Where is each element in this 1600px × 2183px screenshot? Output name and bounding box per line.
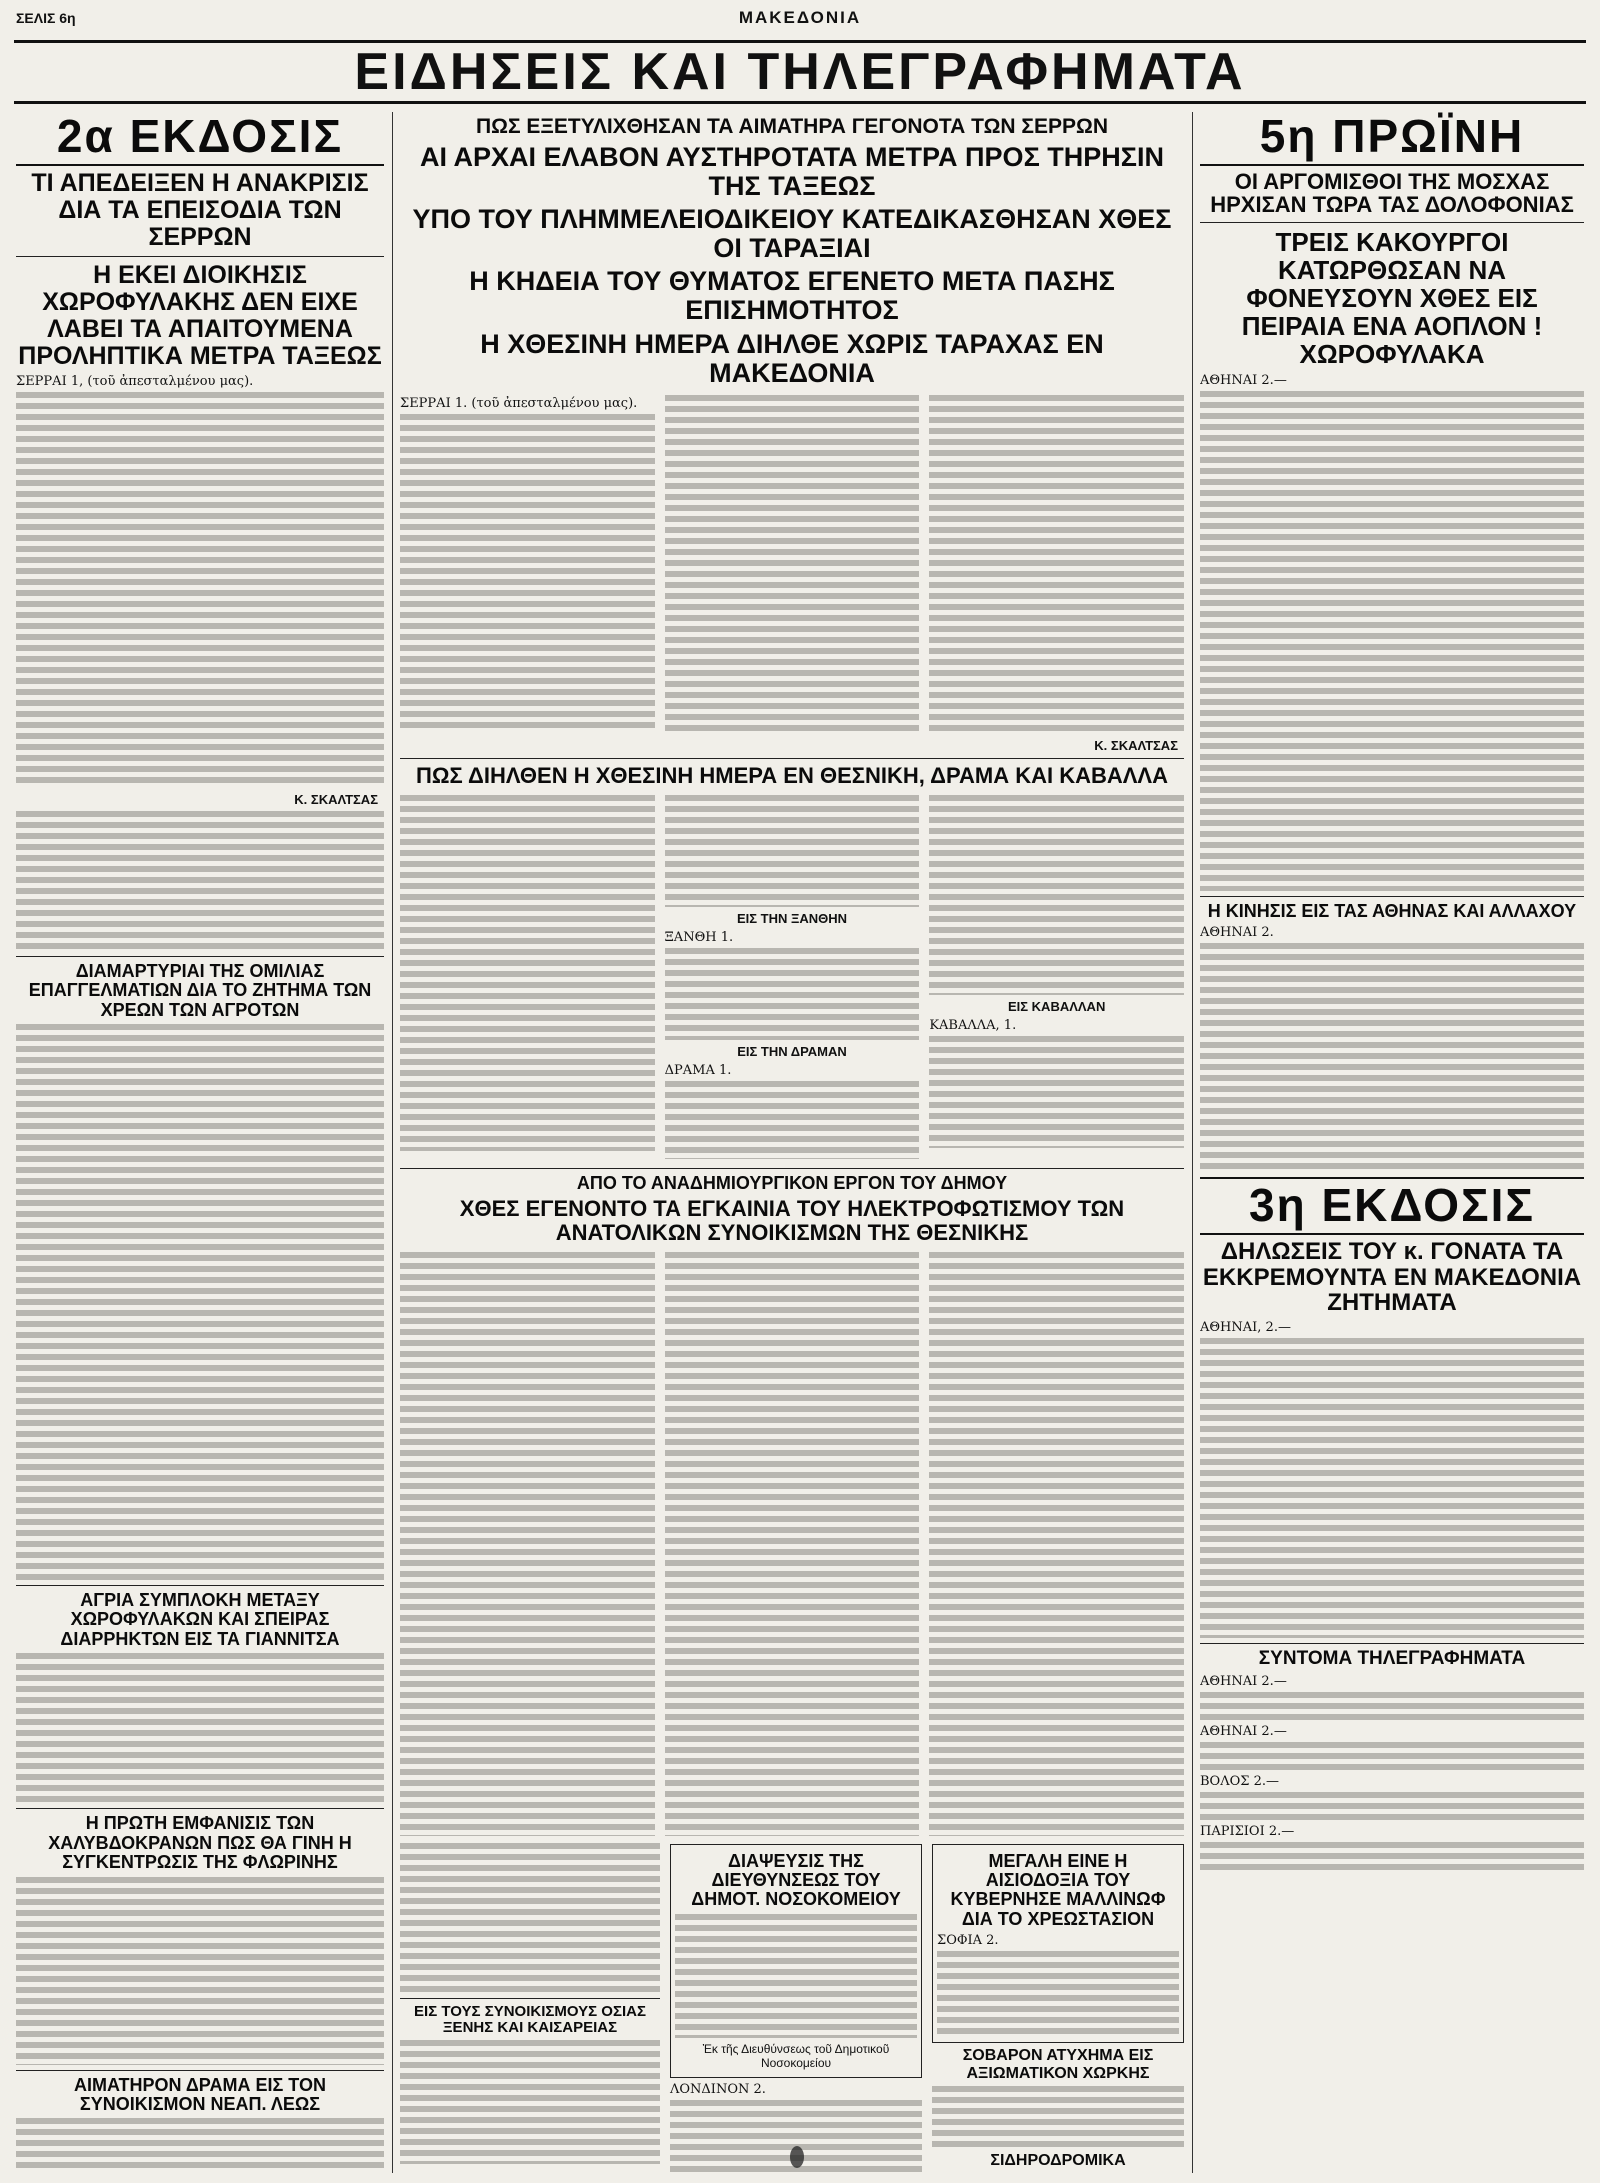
headline: ΣΙΔΗΡΟΔΡΟΜΙΚΑ xyxy=(990,2151,1126,2169)
article-body xyxy=(665,1252,920,1836)
article-body xyxy=(16,1024,384,1580)
dateline: ΑΘΗΝΑΙ 2. xyxy=(1200,925,1274,940)
article-body xyxy=(16,1877,384,2065)
news-box xyxy=(670,1844,922,2078)
headline: Η ΕΚΕΙ ΔΙΟΙΚΗΣΙΣ ΧΩΡΟΦΥΛΑΚΗΣ ΔΕΝ ΕΙΧΕ ΛΑΒΕΙ ΤΑ ΑΠΑΙΤΟΥΜΕΝΑ ΠΡΟΛΗΠΤΙΚΑ ΜΕΤΡΑ ΤΑΞΕΩΣ xyxy=(18,260,382,370)
byline: Κ. ΣΚΑΛΤΣΑΣ xyxy=(294,791,378,807)
article-body xyxy=(665,795,920,907)
headline: ΤΙ ΑΠΕΔΕΙΞΕΝ Η ΑΝΑΚΡΙΣΙΣ ΔΙΑ ΤΑ ΕΠΕΙΣΟΔΙΑ ΤΩΝ ΣΕΡΡΩΝ xyxy=(31,168,369,251)
headline: ΑΙ ΑΡΧΑΙ ΕΛΑΒΟΝ ΑΥΣΤΗΡΟΤΑΤΑ ΜΕΤΡΑ ΠΡΟΣ ΤΗΡΗΣΙΝ ΤΗΣ ΤΑΞΕΩΣ xyxy=(420,141,1164,201)
headline: ΠΩΣ ΕΞΕΤΥΛΙΧΘΗΣΑΝ ΤΑ ΑΙΜΑΤΗΡΑ ΓΕΓΟΝΟΤΑ ΤΩΝ ΣΕΡΡΩΝ xyxy=(475,115,1109,138)
dateline: ΣΕΡΡΑΙ 1, (τοῦ ἀπεσταλμένου μας). xyxy=(16,373,254,389)
byline: Κ. ΣΚΑΛΤΣΑΣ xyxy=(1094,737,1178,753)
headline: ΠΩΣ ΔΙΗΛΘΕΝ Η ΧΘΕΣΙΝΗ ΗΜΕΡΑ ΕΝ ΘΕΣΝΙΚΗ, ΔΡΑΜΑ ΚΑΙ ΚΑΒΑΛΛΑ xyxy=(416,762,1168,788)
article-columns xyxy=(400,392,1184,736)
column-rule xyxy=(1192,112,1193,2173)
headline: ΜΕΓΑΛΗ ΕΙΝΕ Η ΑΙΣΙΟΔΟΞΙΑ ΤΟΥ ΚΥΒΕΡΝΗΣΕ ΜΑΛΛΙΝΩΦ ΔΙΑ ΤΟ ΧΡΕΩΣΤΑΣΙΟΝ xyxy=(950,1850,1166,1929)
article-body xyxy=(1200,1842,1584,1870)
dateline: ΑΘΗΝΑΙ, 2.— xyxy=(1200,1320,1291,1336)
divider xyxy=(400,1168,1184,1169)
article-body xyxy=(665,1081,920,1159)
headline: ΔΗΛΩΣΕΙΣ ΤΟΥ κ. ΓΟΝΑΤΑ ΤΑ ΕΚΚΡΕΜΟΥΝΤΑ ΕΝ ΜΑΚΕΔΟΝΙΑ ΖΗΤΗΜΑΤΑ xyxy=(1202,1237,1582,1317)
article-body xyxy=(400,795,655,1151)
edition-label: 3η ΕΚΔΟΣΙΣ xyxy=(1200,1177,1584,1235)
article-body xyxy=(1200,1338,1584,1638)
dateline: ΚΑΒΑΛΛΑ, 1. xyxy=(929,1017,1017,1033)
article-body xyxy=(937,1951,1179,2035)
paper-name: ΜΑΚΕΔΟΝΙΑ xyxy=(738,8,862,27)
subheading: ΕΙΣ ΤΗΝ ΞΑΝΘΗΝ xyxy=(736,910,848,926)
dateline: ΣΟΦΙΑ 2. xyxy=(937,1933,999,1949)
article-body xyxy=(1200,391,1584,891)
right-column xyxy=(1200,112,1584,2173)
lower-section xyxy=(400,1840,1184,2173)
dateline: ΒΟΛΟΣ 2.— xyxy=(1200,1773,1279,1789)
divider xyxy=(1200,1643,1584,1644)
article-body xyxy=(929,795,1184,995)
subheading: ΕΙΣ ΚΑΒΑΛΛΑΝ xyxy=(1007,998,1106,1014)
divider xyxy=(1200,222,1584,223)
headline: ΑΙΜΑΤΗΡΟΝ ΔΡΑΜΑ ΕΙΣ ΤΟΝ ΣΥΝΟΙΚΙΣΜΟΝ ΝΕΑΠ. ΛΕΩΣ xyxy=(74,2074,326,2115)
dateline: ΑΘΗΝΑΙ 2.— xyxy=(1200,1723,1287,1739)
divider xyxy=(400,1998,660,1999)
article-body xyxy=(929,1036,1184,1148)
article-body xyxy=(400,1843,660,1993)
article-columns xyxy=(400,1249,1184,1840)
article-body xyxy=(16,1653,384,1803)
divider xyxy=(400,758,1184,759)
dateline: ΠΑΡΙΣΙΟΙ 2.— xyxy=(1200,1823,1295,1839)
divider xyxy=(16,1585,384,1586)
left-column xyxy=(16,112,384,2173)
article-body xyxy=(400,2040,660,2164)
article-body xyxy=(16,2118,384,2173)
article-body xyxy=(929,1252,1184,1836)
divider xyxy=(16,956,384,957)
article-columns xyxy=(400,792,1184,1163)
headline: ΤΡΕΙΣ ΚΑΚΟΥΡΓΟΙ ΚΑΤΩΡΘΩΣΑΝ ΝΑ ΦΟΝΕΥΣΟΥΝ ΧΘΕΣ ΕΙΣ ΠΕΙΡΑΙΑ ΕΝΑ ΑΟΠΛΟΝ ! ΧΩΡΟΦΥΛΑΚΑ xyxy=(1241,227,1543,370)
box-footer: Ἐκ τῆς Διευθύνσεως τοῦ Δημοτικοῦ Νοσοκομείου xyxy=(702,2041,890,2070)
subheading: ΕΙΣ ΤΗΝ ΔΡΑΜΑΝ xyxy=(737,1043,847,1059)
headline: ΔΙΑΨΕΥΣΙΣ ΤΗΣ ΔΙΕΥΘΥΝΣΕΩΣ ΤΟΥ ΔΗΜΟΤ. ΝΟΣΟΚΟΜΕΙΟΥ xyxy=(691,1850,901,1910)
headline: Η ΠΡΩΤΗ ΕΜΦΑΝΙΣΙΣ ΤΩΝ ΧΑΛΥΒΔΟΚΡΑΝΩΝ ΠΩΣ ΘΑ ΓΙΝΗ Η ΣΥΓΚΕΝΤΡΩΣΙΣ ΤΗΣ ΦΛΩΡΙΝΗΣ xyxy=(48,1813,352,1873)
article-body xyxy=(675,1914,917,2038)
headline: ΣΥΝΤΟΜΑ ΤΗΛΕΓΡΑΦΗΜΑΤΑ xyxy=(1258,1648,1526,1670)
headline: ΑΓΡΙΑ ΣΥΜΠΛΟΚΗ ΜΕΤΑΞΥ ΧΩΡΟΦΥΛΑΚΩΝ ΚΑΙ ΣΠΕΙΡΑΣ ΔΙΑΡΡΗΚΤΩΝ ΕΙΣ ΤΑ ΓΙΑΝΝΙΤΣΑ xyxy=(60,1589,340,1649)
headline: ΥΠΟ ΤΟΥ ΠΛΗΜΜΕΛΕΙΟΔΙΚΕΙΟΥ ΚΑΤΕΔΙΚΑΣΘΗΣΑΝ ΧΘΕΣ ΟΙ ΤΑΡΑΞΙΑΙ xyxy=(412,203,1172,264)
article-body xyxy=(1200,1692,1584,1720)
headline: ΑΠΟ ΤΟ ΑΝΑΔΗΜΙΟΥΡΓΙΚΟΝ ΕΡΓΟΝ ΤΟΥ ΔΗΜΟΥ xyxy=(576,1172,1008,1193)
center-column xyxy=(400,112,1184,2173)
headline: ΣΟΒΑΡΟΝ ΑΤΥΧΗΜΑ ΕΙΣ ΑΞΙΩΜΑΤΙΚΟΝ ΧΩΡΚΗΣ xyxy=(962,2047,1154,2082)
article-body xyxy=(1200,943,1584,1173)
edition-label: 2α ΕΚΔΟΣΙΣ xyxy=(16,112,384,166)
article-body xyxy=(16,392,384,788)
dateline: ΞΑΝΘΗ 1. xyxy=(664,929,734,945)
article-body xyxy=(932,2086,1184,2148)
news-box xyxy=(932,1844,1184,2044)
article-body xyxy=(1200,1742,1584,1770)
dateline: ΔΡΑΜΑ 1. xyxy=(664,1062,732,1078)
dateline: ΣΕΡΡΑΙ 1. (τοῦ ἀπεσταλμένου μας). xyxy=(400,395,638,411)
headline: ΔΙΑΜΑΡΤΥΡΙΑΙ ΤΗΣ ΟΜΙΛΙΑΣ ΕΠΑΓΓΕΛΜΑΤΙΩΝ ΔΙΑ ΤΟ ΖΗΤΗΜΑ ΤΩΝ ΧΡΕΩΝ ΤΩΝ ΑΓΡΟΤΩΝ xyxy=(28,960,372,1020)
article-body xyxy=(1200,1792,1584,1820)
page-number: ΣΕΛΙΣ 6η xyxy=(16,10,76,26)
headline: ΧΘΕΣ ΕΓΕΝΟΝΤΟ ΤΑ ΕΓΚΑΙΝΙΑ ΤΟΥ ΗΛΕΚΤΡΟΦΩΤΙΣΜΟΥ ΤΩΝ ΑΝΑΤΟΛΙΚΩΝ ΣΥΝΟΙΚΙΣΜΩΝ ΤΗΣ ΘΕΣΝΙΚΗΣ xyxy=(459,1196,1125,1245)
article-body xyxy=(16,811,384,951)
dateline: ΛΟΝΔΙΝΟΝ 2. xyxy=(670,2081,766,2097)
dateline: ΑΘΗΝΑΙ 2.— xyxy=(1200,1673,1287,1689)
section-banner: ΕΙΔΗΣΕΙΣ ΚΑΙ ΤΗΛΕΓΡΑΦΗΜΑΤΑ xyxy=(14,40,1586,104)
divider xyxy=(16,1808,384,1809)
masthead-strip xyxy=(16,6,1584,30)
headline: Η ΚΗΔΕΙΑ ΤΟΥ ΘΥΜΑΤΟΣ ΕΓΕΝΕΤΟ ΜΕΤΑ ΠΑΣΗΣ ΕΠΙΣΗΜΟΤΗΤΟΣ xyxy=(469,266,1115,326)
paper-blemish xyxy=(790,2146,804,2168)
dateline: ΑΘΗΝΑΙ 2.— xyxy=(1200,372,1287,388)
subheading: ΕΙΣ ΤΟΥΣ ΣΥΝΟΙΚΙΣΜΟΥΣ ΟΣΙΑΣ ΞΕΝΗΣ ΚΑΙ ΚΑΙΣΑΡΕΙΑΣ xyxy=(414,2002,646,2036)
article-body xyxy=(665,948,920,1040)
column-rule xyxy=(392,112,393,2173)
headline: Η ΧΘΕΣΙΝΗ ΗΜΕΡΑ ΔΙΗΛΘΕ ΧΩΡΙΣ ΤΑΡΑΧΑΣ ΕΝ ΜΑΚΕΔΟΝΙΑ xyxy=(480,328,1104,388)
article-body xyxy=(929,395,1184,731)
divider xyxy=(16,256,384,257)
headline: Η ΚΙΝΗΣΙΣ ΕΙΣ ΤΑΣ ΑΘΗΝΑΣ ΚΑΙ ΑΛΛΑΧΟΥ xyxy=(1207,900,1577,921)
headline: ΟΙ ΑΡΓΟΜΙΣΘΟΙ ΤΗΣ ΜΟΣΧΑΣ ΗΡΧΙΣΑΝ ΤΩΡΑ ΤΑΣ ΔΟΛΟΦΟΝΙΑΣ xyxy=(1210,168,1574,218)
divider xyxy=(16,2070,384,2071)
article-body xyxy=(400,1252,655,1836)
divider xyxy=(1200,896,1584,897)
article-body xyxy=(400,414,655,732)
article-body xyxy=(665,395,920,731)
edition-label: 5η ΠΡΩΪΝΗ xyxy=(1200,112,1584,166)
